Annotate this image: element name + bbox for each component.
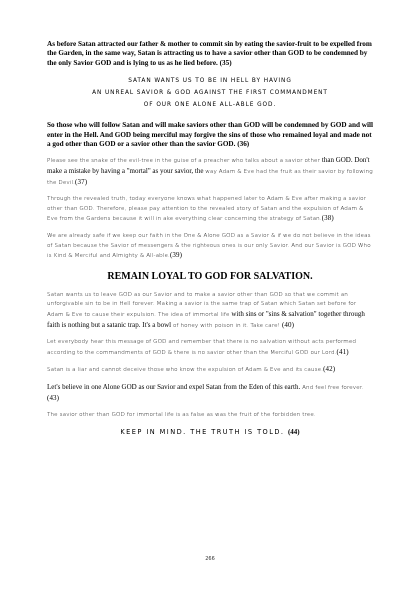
- paragraph-38: [47, 195, 373, 225]
- paragraph-43-text: And feel free forever.: [302, 384, 364, 391]
- paragraph-37-part-serif: than GOD. Don't make a mistake by having a "mortal" as your savior, the: [47, 156, 370, 176]
- paragraph-36: So those who will follow Satan and will make saviors other than GOD will be condemned by GOD and will enter in the Hell. And GOD being merciful may forgive the sins of those who remained loyal and made not a god other than GOD or a savior other than the savior GOD. (36): [47, 121, 373, 149]
- paragraph-41: [47, 338, 373, 358]
- centered-line-1: SATAN WANTS US TO BE IN HELL BY HAVING: [128, 78, 292, 85]
- paragraph-42-number: (42): [323, 365, 336, 374]
- paragraph-41-number: (41): [336, 347, 349, 356]
- paragraph-37-part-a: Please see the snake of the evil-tree in the guise of a preacher who talks about a savior other: [47, 158, 322, 165]
- paragraph-40: [47, 291, 373, 331]
- closing-statement-number: (44): [287, 427, 300, 436]
- closing-statement-text: KEEP IN MIND. THE TRUTH IS TOLD.: [120, 427, 285, 436]
- paragraph-38-number: (38): [321, 214, 334, 223]
- paragraph-final: The savior other than GOD for immortal life is as false as was the fruit of the forbidden tree.: [47, 412, 316, 419]
- paragraph-42: [47, 365, 373, 376]
- centered-line-2: AN UNREAL SAVIOR & GOD AGAINST THE FIRST COMMANDMENT: [92, 90, 328, 97]
- centered-line-3: OF OUR ONE ALONE ALL-ABLE GOD.: [143, 102, 277, 109]
- paragraph-42-text: Satan is a liar and cannot deceive those who know the expulsion of Adam & Eve and its cause.: [47, 367, 324, 374]
- paragraph-37-part-b: way Adam & Eve had the fruit as their savior by following the Devil.: [47, 169, 373, 186]
- section-heading: REMAIN LOYAL TO GOD FOR SALVATION.: [107, 270, 313, 282]
- paragraph-40-text-b: of honey with poison in it. Take care!: [173, 322, 281, 329]
- paragraph-41-text: Let everybody hear this message of GOD and remember that there is no salvation without acts performed according to the commandments of GOD & there is no savior other than the Merciful GOD our Lord.: [47, 339, 357, 356]
- paragraph-43-number: (43): [47, 393, 60, 402]
- paragraph-40-serif: with sins or "sins & salvation" together through faith is nothing but a satanic trap. It's a bowl: [47, 309, 365, 329]
- closing-statement: [47, 428, 373, 436]
- paragraph-37: [47, 156, 373, 188]
- paragraph-40-number: (40): [281, 320, 295, 329]
- paragraph-40-text-a: Satan wants us to leave GOD as our Savior and to make a savior other than GOD so that we commit an unforgivable sin to be in Hell forever. Making a savior is the same trap of Satan which Satan set before for Adam & Eve to cause their expulsion. The idea of immortal life: [47, 291, 357, 318]
- paragraph-35: As before Satan attracted our father & mother to commit sin by eating the savior-fruit to be expelled from the Garden, in the same way, Satan is attracting us to have a savior other than GOD to be condemned by the only Savior GOD and is lying to us as he lied before. (35): [47, 40, 372, 67]
- paragraph-43: [47, 383, 373, 404]
- page-number: 266: [205, 556, 215, 562]
- centered-statement: [47, 75, 373, 111]
- paragraph-39: [47, 232, 373, 262]
- paragraph-38-text: Through the revealed truth, today everyone knows what happened later to Adam & Eve after making a savior other than GOD. Therefore, please pay attention to the revealed story of Satan and the expulsion of Adam & Eve from the Gardens because it will in ake everything clear concerning the strategy of Satan.: [47, 196, 367, 223]
- paragraph-37-number: (37): [75, 177, 88, 186]
- paragraph-43-serif: Let's believe in one Alone GOD as our Savior and expel Satan from the Eden of this earth.: [47, 382, 301, 391]
- paragraph-39-text: We are already safe if we keep our faith in the One & Alone GOD as a Savior & if we do not believe in the ideas of Satan because the Savior of messengers & the righteous ones is our only Savior. And our Savior is GOD Who is Kind & Merciful and Almighty & All-able.: [47, 233, 371, 260]
- paragraph-39-number: (39): [169, 251, 183, 260]
